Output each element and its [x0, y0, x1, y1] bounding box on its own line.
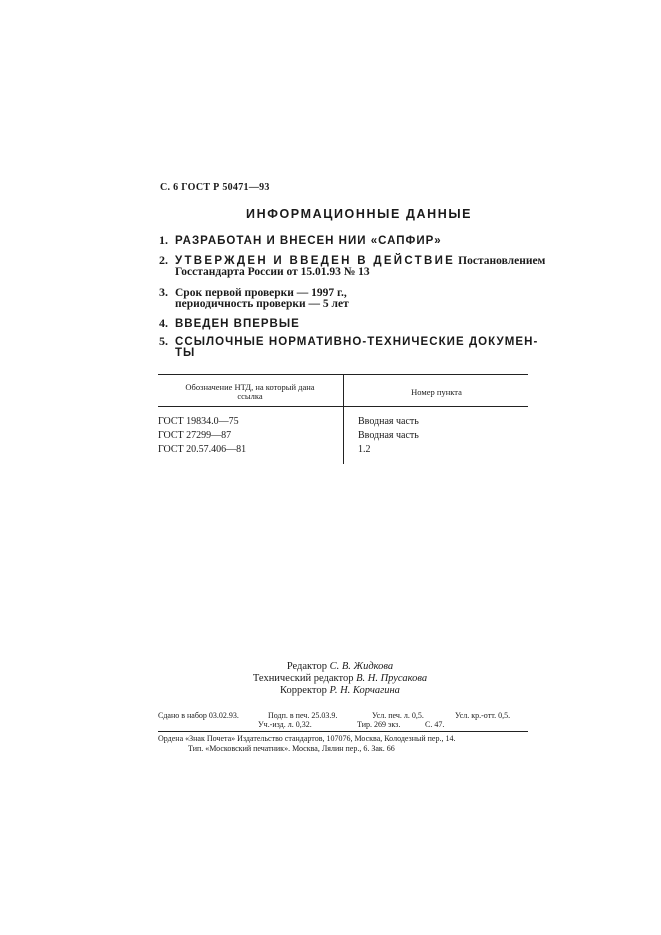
imprint-publisher-sheets: Уч.-изд. л. 0,32. [258, 720, 312, 729]
section-number: 2. [159, 253, 168, 267]
section-2-continuation: Госстандарта России от 15.01.93 № 13 [175, 266, 370, 278]
section-text: Срок первой проверки — 1997 г., [175, 287, 347, 299]
table-column-divider [343, 374, 344, 464]
credit-name: С. В. Жидкова [329, 661, 394, 672]
imprint-rule [158, 731, 528, 732]
table-header-ntd: Обозначение НТД, на который дана ссылка [185, 382, 315, 401]
table-cell-ntd: ГОСТ 20.57.406—81 [158, 444, 247, 455]
table-cell-ntd: ГОСТ 19834.0—75 [158, 416, 239, 427]
table-cell-ntd: ГОСТ 27299—87 [158, 430, 232, 441]
section-3-continuation: периодичность проверки — 5 лет [175, 298, 349, 310]
imprint-printer: Тип. «Московский печатник». Москва, Лялин пер., 6. Зак. 66 [188, 744, 395, 753]
section-text: Постановлением [458, 255, 546, 267]
credit-corrector [220, 685, 460, 696]
imprint-publisher: Ордена «Знак Почета» Издательство стандартов, 107076, Москва, Колодезный пер., 14. [158, 734, 456, 743]
imprint-submitted: Сдано в набор 03.02.93. [158, 711, 239, 720]
imprint-price: С. 47. [425, 720, 445, 729]
section-5-continuation: ТЫ [175, 347, 196, 359]
table-header-rule [158, 406, 528, 407]
section-heading: ВВЕДЕН ВПЕРВЫЕ [175, 318, 300, 330]
credit-editor [220, 661, 460, 672]
section-heading: ССЫЛОЧНЫЕ НОРМАТИВНО-ТЕХНИЧЕСКИЕ ДОКУМЕН- [175, 336, 539, 348]
section-4 [159, 316, 300, 331]
table-header-clause: Номер пункта [411, 387, 462, 397]
section-number: 4. [159, 316, 168, 330]
credit-tech-editor [220, 673, 460, 684]
table-cell-clause: Вводная часть [358, 430, 419, 441]
section-1 [159, 233, 442, 248]
imprint-signed: Подп. в печ. 25.03.9. [268, 711, 338, 720]
section-title: ИНФОРМАЦИОННЫЕ ДАННЫЕ [246, 207, 473, 221]
section-heading: УТВЕРЖДЕН И ВВЕДЕН В ДЕЙСТВИЕ [175, 255, 456, 267]
credit-label: Корректор [280, 685, 327, 696]
imprint-print-run: Тир. 269 экз. [357, 720, 401, 729]
credit-label: Редактор [286, 661, 327, 672]
section-number: 5. [159, 334, 168, 348]
page-header: С. 6 ГОСТ Р 50471—93 [160, 182, 270, 193]
section-number: 3. [159, 285, 168, 299]
credit-name: Р. Н. Корчагина [329, 685, 400, 696]
credit-label: Технический редактор [252, 673, 354, 684]
section-heading: РАЗРАБОТАН И ВНЕСЕН НИИ «САПФИР» [175, 235, 442, 247]
section-5 [159, 334, 538, 349]
credit-name: В. Н. Прусакова [356, 673, 428, 684]
table-cell-clause: Вводная часть [358, 416, 419, 427]
imprint-color-prints: Усл. кр.-отт. 0,5. [455, 711, 511, 720]
imprint-print-sheets: Усл. печ. л. 0,5. [372, 711, 424, 720]
section-number: 1. [159, 233, 168, 247]
table-cell-clause: 1.2 [358, 444, 371, 455]
